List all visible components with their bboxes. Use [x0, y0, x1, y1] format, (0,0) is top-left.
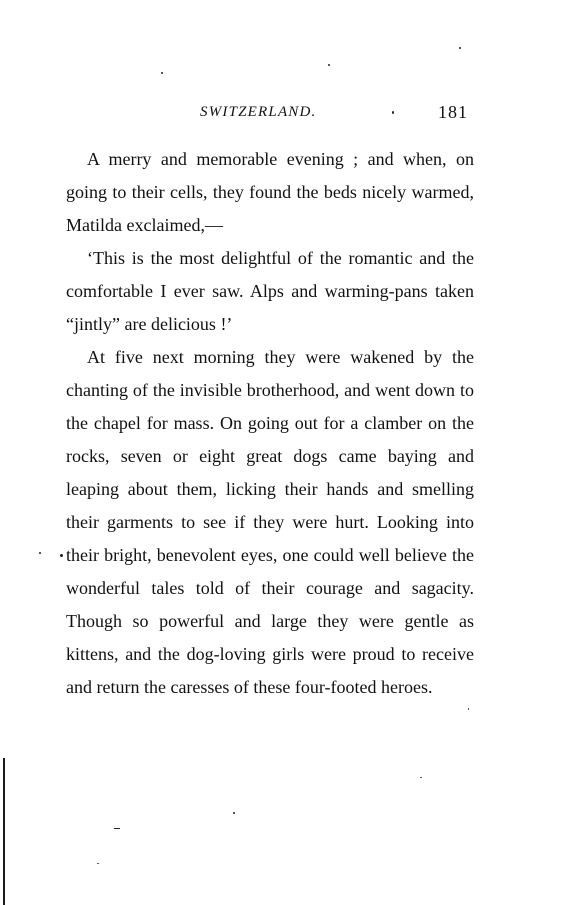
scan-speck [114, 828, 120, 829]
scan-speck [161, 72, 163, 74]
scan-speck [468, 708, 469, 710]
scan-speck [39, 552, 41, 554]
running-head [200, 104, 480, 128]
page-number: 181 [438, 102, 468, 122]
body-text [66, 143, 474, 704]
scan-speck [60, 554, 63, 557]
paragraph-evening: A merry and memorable evening ; and when, on going to their cells, they found the beds nicely warmed, Matilda exclaimed,— [66, 149, 474, 235]
scan-speck [328, 64, 330, 66]
page-edge-line [3, 758, 5, 905]
paragraph-morning: At five next morning they were wakened by the chanting of the invisible brotherhood, and went down to the chapel for mass. On going out for a clamber on the rocks, seven or eight great dogs came baying and leaping about them, licking their hands and smelling their garments to see if they were hurt. Looking into their bright, benevolent eyes, one could well believe the wonderful tales told of their courage and sagacity. Though so powerful and large they were gentle as kittens, and the dog-loving girls were proud to receive and return the caresses of these four-footed heroes. [66, 347, 474, 697]
scan-speck [459, 47, 461, 49]
scan-speck [97, 863, 99, 864]
scan-speck [233, 812, 235, 814]
scan-speck [420, 777, 422, 778]
scan-speck [392, 111, 394, 114]
paragraph-quote: ‘This is the most delightful of the romantic and the comfortable I ever saw. Alps and warming-pans taken “jintly” are delicious !’ [66, 248, 474, 334]
running-title: SWITZERLAND. [200, 104, 317, 120]
